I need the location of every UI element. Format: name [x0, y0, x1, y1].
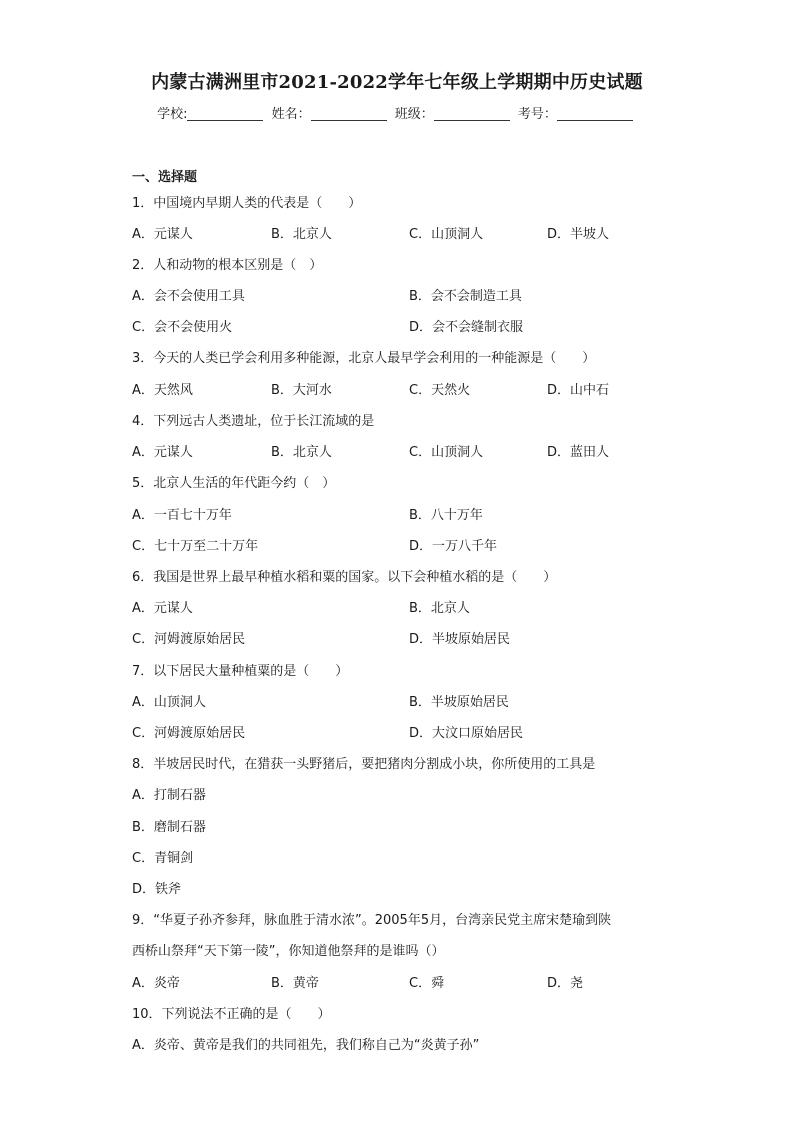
- question-7-option-d[interactable]: D．大汶口原始居民: [409, 726, 524, 741]
- name-label: 姓名：: [271, 107, 311, 122]
- name-blank[interactable]: [311, 106, 387, 121]
- class-blank[interactable]: [434, 106, 510, 121]
- page-title: 内蒙古满洲里市2021-2022学年七年级上学期期中历史试题: [151, 72, 643, 93]
- question-1-option-d[interactable]: D．半坡人: [547, 227, 610, 242]
- section-heading: 一、选择题: [132, 170, 198, 185]
- number-blank[interactable]: [557, 106, 633, 121]
- question-6-option-d[interactable]: D．半坡原始居民: [409, 632, 511, 647]
- question-8-stem: 8．半坡居民时代，在猎获一头野猪后，要把猪肉分割成小块，你所使用的工具是: [132, 757, 596, 772]
- question-6-option-b[interactable]: B．北京人: [409, 601, 470, 616]
- question-2-option-c[interactable]: C．会不会使用火: [132, 320, 233, 335]
- question-9-option-d[interactable]: D．尧: [547, 976, 584, 991]
- question-5-option-b[interactable]: B．八十万年: [409, 508, 483, 523]
- question-9-stem: 9．“华夏子孙齐参拜，脉血胜于清水浓”。2005年5月，台湾亲民党主席宋楚瑜到陕: [132, 913, 612, 928]
- question-7-stem: 7．以下居民大量种植粟的是（ ）: [132, 664, 349, 679]
- question-1-option-a[interactable]: A．元谋人: [132, 227, 193, 242]
- question-1-option-c[interactable]: C．山顶洞人: [409, 227, 484, 242]
- question-3-option-b[interactable]: B．大河水: [271, 383, 332, 398]
- question-6-option-c[interactable]: C．河姆渡原始居民: [132, 632, 246, 647]
- question-6-option-a[interactable]: A．元谋人: [132, 601, 193, 616]
- question-5-stem: 5．北京人生活的年代距今约（ ）: [132, 476, 336, 491]
- number-label: 考号：: [517, 107, 557, 122]
- question-2-stem: 2．人和动物的根本区别是（ ）: [132, 258, 323, 273]
- question-1-option-b[interactable]: B．北京人: [271, 227, 332, 242]
- question-10-option-a[interactable]: A．炎帝、黄帝是我们的共同祖先，我们称自己为“炎黄子孙”: [132, 1038, 480, 1053]
- question-4-stem: 4．下列远古人类遗址，位于长江流域的是: [132, 414, 375, 429]
- question-2-option-a[interactable]: A．会不会使用工具: [132, 289, 245, 304]
- student-info-row: [0, 103, 794, 122]
- question-9-option-c[interactable]: C．舜: [409, 976, 445, 991]
- question-9-option-a[interactable]: A．炎帝: [132, 976, 180, 991]
- question-7-option-b[interactable]: B．半坡原始居民: [409, 695, 509, 710]
- question-8-option-b[interactable]: B．磨制石器: [132, 820, 206, 835]
- question-9-stem-cont: 西桥山祭拜“天下第一陵”，你知道他祭拜的是谁吗（）: [132, 944, 445, 959]
- question-5-option-a[interactable]: A．一百七十万年: [132, 508, 232, 523]
- question-5-option-c[interactable]: C．七十万至二十万年: [132, 539, 259, 554]
- school-blank[interactable]: [187, 106, 263, 121]
- question-3-option-c[interactable]: C．天然火: [409, 383, 471, 398]
- question-6-stem: 6．我国是世界上最早种植水稻和粟的国家。以下会种植水稻的是（ ）: [132, 570, 557, 585]
- question-7-option-a[interactable]: A．山顶洞人: [132, 695, 206, 710]
- question-10-stem: 10．下列说法不正确的是（ ）: [132, 1007, 331, 1022]
- question-1-stem: 1．中国境内早期人类的代表是（ ）: [132, 196, 362, 211]
- question-8-option-d[interactable]: D．铁斧: [132, 882, 182, 897]
- class-label: 班级：: [394, 107, 434, 122]
- question-4-option-c[interactable]: C．山顶洞人: [409, 445, 484, 460]
- question-4-option-b[interactable]: B．北京人: [271, 445, 332, 460]
- question-2-option-d[interactable]: D．会不会缝制衣服: [409, 320, 524, 335]
- question-5-option-d[interactable]: D．一万八千年: [409, 539, 498, 554]
- question-4-option-d[interactable]: D．蓝田人: [547, 445, 610, 460]
- question-7-option-c[interactable]: C．河姆渡原始居民: [132, 726, 246, 741]
- question-4-option-a[interactable]: A．元谋人: [132, 445, 193, 460]
- school-label: 学校:: [157, 107, 188, 122]
- question-3-option-d[interactable]: D．山中石: [547, 383, 610, 398]
- question-3-stem: 3．今天的人类已学会利用多种能源，北京人最早学会利用的一种能源是（ ）: [132, 351, 596, 366]
- question-3-option-a[interactable]: A．天然风: [132, 383, 193, 398]
- question-8-option-c[interactable]: C．青铜剑: [132, 851, 194, 866]
- question-2-option-b[interactable]: B．会不会制造工具: [409, 289, 522, 304]
- question-9-option-b[interactable]: B．黄帝: [271, 976, 319, 991]
- question-8-option-a[interactable]: A．打制石器: [132, 788, 206, 803]
